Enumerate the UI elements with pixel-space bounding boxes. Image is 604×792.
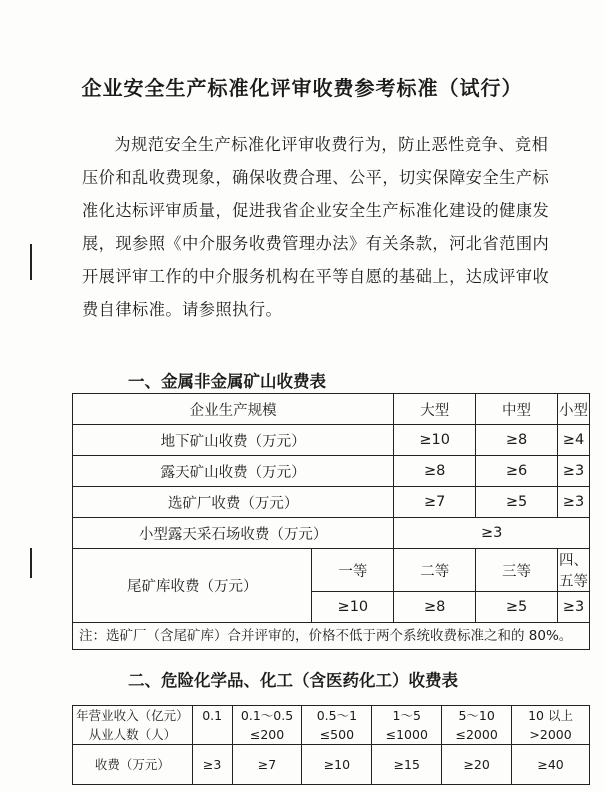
table-cell: 收费（万元） bbox=[73, 745, 193, 785]
table-cell bbox=[372, 706, 442, 745]
table-row bbox=[73, 425, 590, 456]
table-cell bbox=[512, 706, 590, 745]
table-row bbox=[73, 623, 590, 650]
revenue-value: 0.5～1 bbox=[316, 708, 358, 723]
revenue-value: 10 以上 bbox=[528, 708, 573, 723]
table-header-cell: 小型 bbox=[557, 394, 589, 425]
table-cell: ≥6 bbox=[476, 456, 558, 487]
table-cell: ≥8 bbox=[394, 592, 476, 623]
table-cell bbox=[232, 706, 302, 745]
table-header-cell: 大型 bbox=[394, 394, 476, 425]
staff-value bbox=[193, 725, 232, 744]
table-cell: ≥5 bbox=[476, 592, 558, 623]
table-cell: ≥7 bbox=[394, 487, 476, 518]
table-cell: 一等 bbox=[312, 549, 394, 592]
table-cell: 四、五等 bbox=[557, 549, 589, 592]
staff-label: 从业人数（人） bbox=[88, 727, 177, 742]
chemical-fee-table bbox=[72, 705, 590, 785]
table-row bbox=[73, 487, 590, 518]
table-row bbox=[73, 706, 590, 745]
table-cell: ≥20 bbox=[442, 745, 512, 785]
table-cell: ≥4 bbox=[557, 425, 589, 456]
scan-mark bbox=[30, 548, 32, 578]
table-cell: 尾矿库收费（万元） bbox=[73, 549, 312, 623]
table-cell: ≥15 bbox=[372, 745, 442, 785]
table-cell: 三等 bbox=[476, 549, 558, 592]
staff-value: >2000 bbox=[529, 727, 572, 742]
mine-fee-table bbox=[72, 393, 590, 650]
section2-heading: 二、危险化学品、化工（含医药化工）收费表 bbox=[128, 671, 458, 690]
revenue-value: 0.1 bbox=[202, 708, 223, 723]
table-cell: ≥3 bbox=[394, 518, 590, 549]
table-header-cell: 中型 bbox=[476, 394, 558, 425]
table-cell: 地下矿山收费（万元） bbox=[73, 425, 394, 456]
table-cell: ≥7 bbox=[232, 745, 302, 785]
table-cell: ≥3 bbox=[557, 456, 589, 487]
revenue-label: 年营业收入（亿元） bbox=[76, 708, 189, 723]
table-cell: 露天矿山收费（万元） bbox=[73, 456, 394, 487]
table-cell: ≥3 bbox=[557, 487, 589, 518]
table-cell: ≥10 bbox=[394, 425, 476, 456]
scan-mark bbox=[30, 244, 32, 280]
table-cell: ≥10 bbox=[312, 592, 394, 623]
table-row bbox=[73, 394, 590, 425]
table-note: 注：选矿厂（含尾矿库）合并评审的，价格不低于两个系统收费标准之和的 80%。 bbox=[73, 623, 590, 650]
staff-value: ≤500 bbox=[319, 727, 355, 742]
staff-value: ≤1000 bbox=[385, 727, 428, 742]
table-cell: ≥3 bbox=[557, 592, 589, 623]
table-cell: 小型露天采石场收费（万元） bbox=[73, 518, 394, 549]
table-header-cell: 企业生产规模 bbox=[73, 394, 394, 425]
section1-heading: 一、金属非金属矿山收费表 bbox=[128, 372, 326, 391]
table-cell bbox=[192, 706, 232, 745]
table-cell: 选矿厂收费（万元） bbox=[73, 487, 394, 518]
table-cell: ≥8 bbox=[476, 425, 558, 456]
table-cell: ≥8 bbox=[394, 456, 476, 487]
revenue-value: 5～10 bbox=[458, 708, 495, 723]
table-row bbox=[73, 518, 590, 549]
staff-value: ≤2000 bbox=[455, 727, 498, 742]
table-row bbox=[73, 549, 590, 592]
intro-paragraph: 为规范安全生产标准化评审收费行为，防止恶性竞争、竞相压价和乱收费现象，确保收费合理、公平，切实保障安全生产标准化达标评审质量，促进我省企业安全生产标准化建设的健康发展，现参照《中介服务收费管理办法》有关条款，河北省范围内开展评审工作的中介服务机构在平等自愿的基础上，达成评审收费自律标准。请参照执行。 bbox=[82, 135, 550, 319]
table-cell: ≥40 bbox=[512, 745, 590, 785]
table-cell: 二等 bbox=[394, 549, 476, 592]
table-cell: ≥3 bbox=[192, 745, 232, 785]
table-row bbox=[73, 456, 590, 487]
table-cell bbox=[442, 706, 512, 745]
table-cell bbox=[302, 706, 372, 745]
document-title: 企业安全生产标准化评审收费参考标准（试行） bbox=[81, 76, 523, 100]
table-row bbox=[73, 745, 590, 785]
revenue-value: 0.1～0.5 bbox=[240, 708, 294, 723]
table-cell: ≥10 bbox=[302, 745, 372, 785]
staff-value: ≤200 bbox=[249, 727, 285, 742]
revenue-value: 1～5 bbox=[392, 708, 421, 723]
table-header-cell bbox=[73, 706, 193, 745]
table-cell: ≥5 bbox=[476, 487, 558, 518]
